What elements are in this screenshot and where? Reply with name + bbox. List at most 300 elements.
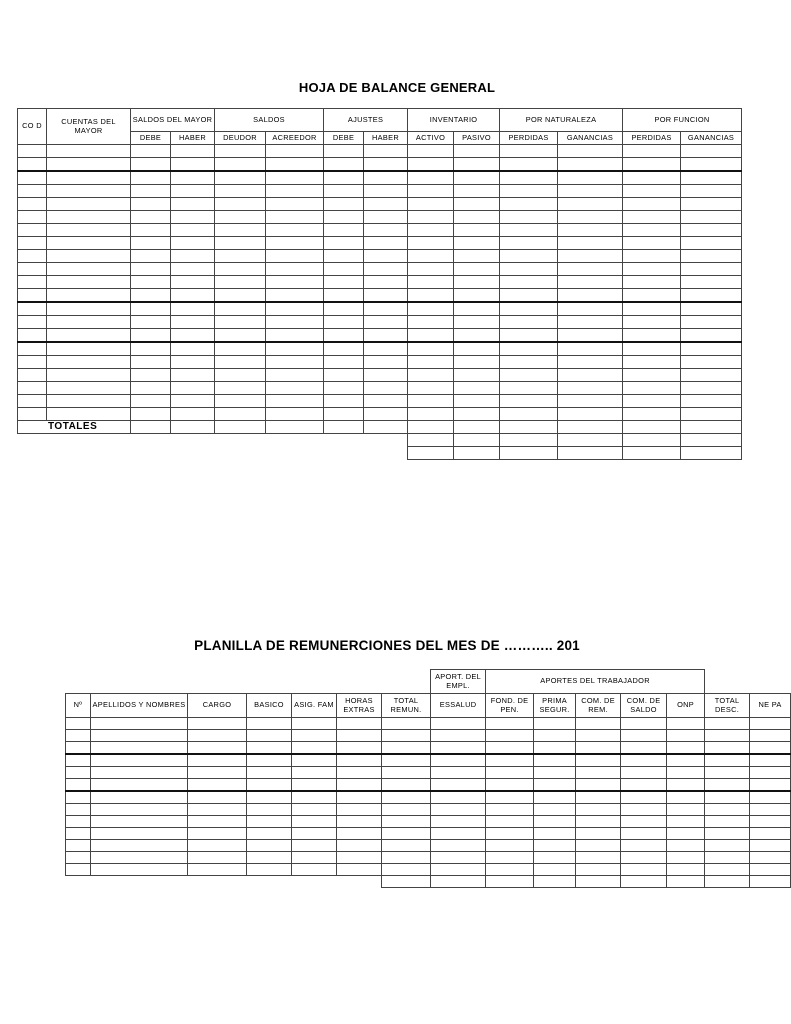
table-cell [500, 342, 558, 356]
table-cell [215, 382, 266, 395]
table-cell [576, 840, 621, 852]
table-cell [558, 263, 623, 276]
result-cell [500, 434, 558, 447]
table-cell [292, 852, 337, 864]
table-cell [408, 263, 454, 276]
table-cell [337, 718, 382, 730]
col-neto-pagar: NE PA [750, 694, 791, 718]
table-cell [91, 779, 188, 792]
table-cell [623, 382, 681, 395]
table-cell [486, 828, 534, 840]
table-cell [47, 342, 131, 356]
table-cell [534, 840, 576, 852]
header-por-naturaleza: POR NATURALEZA [500, 109, 623, 132]
table-cell [500, 289, 558, 303]
table-cell [408, 211, 454, 224]
subheader-debe: DEBE [131, 132, 171, 145]
table-row [66, 864, 791, 876]
header-aport-del-empl: APORT. DEL EMPL. [431, 670, 486, 694]
total-cell [382, 876, 431, 888]
table-cell [681, 171, 742, 185]
table-cell [681, 145, 742, 158]
table-cell [408, 395, 454, 408]
table-cell [408, 316, 454, 329]
header-cod: CO D [18, 109, 47, 145]
table-cell [337, 816, 382, 828]
table-cell [292, 840, 337, 852]
table-cell [431, 730, 486, 742]
table-cell [91, 816, 188, 828]
table-cell [18, 263, 47, 276]
table-cell [18, 211, 47, 224]
table-cell [534, 779, 576, 792]
table-cell [534, 742, 576, 755]
col-cargo: CARGO [188, 694, 247, 718]
table-cell [18, 237, 47, 250]
total-cell [667, 876, 705, 888]
table-cell [18, 382, 47, 395]
table-cell [337, 742, 382, 755]
table-cell [324, 263, 364, 276]
table-cell [292, 816, 337, 828]
table-cell [364, 408, 408, 421]
table-cell [215, 395, 266, 408]
table-cell [500, 316, 558, 329]
table-cell [364, 158, 408, 172]
table-cell [188, 828, 247, 840]
table-cell [623, 276, 681, 289]
table-cell [247, 816, 292, 828]
table-cell [558, 289, 623, 303]
table-row [66, 767, 791, 779]
table-cell [47, 276, 131, 289]
table-cell [66, 791, 91, 804]
table-cell [131, 250, 171, 263]
table-cell [750, 742, 791, 755]
table-cell [215, 250, 266, 263]
spacer [18, 447, 408, 460]
total-cell [681, 421, 742, 434]
table-cell [47, 356, 131, 369]
table-cell [623, 342, 681, 356]
header-spacer [705, 670, 791, 694]
table-cell [705, 754, 750, 767]
table-cell [292, 718, 337, 730]
header-inventario: INVENTARIO [408, 109, 500, 132]
table-cell [131, 198, 171, 211]
table-cell [18, 185, 47, 198]
table-cell [408, 237, 454, 250]
table-cell [431, 779, 486, 792]
col-asig-fam: ASIG. FAM [292, 694, 337, 718]
table-row [18, 237, 742, 250]
table-cell [47, 302, 131, 316]
table-cell [324, 224, 364, 237]
table-cell [705, 852, 750, 864]
table-cell [131, 185, 171, 198]
table-cell [215, 356, 266, 369]
table-cell [621, 718, 667, 730]
table-cell [576, 816, 621, 828]
table-cell [534, 864, 576, 876]
table-cell [324, 250, 364, 263]
table-cell [558, 158, 623, 172]
table-cell [621, 767, 667, 779]
header-cuentas-del-mayor: CUENTAS DEL MAYOR [47, 109, 131, 145]
table-cell [47, 185, 131, 198]
table-cell [91, 828, 188, 840]
table-cell [324, 145, 364, 158]
table-cell [266, 369, 324, 382]
table-cell [324, 316, 364, 329]
table-cell [337, 840, 382, 852]
table-cell [188, 864, 247, 876]
table-cell [337, 828, 382, 840]
table-cell [66, 779, 91, 792]
total-cell [500, 421, 558, 434]
table-cell [18, 369, 47, 382]
table-cell [18, 356, 47, 369]
table-cell [558, 237, 623, 250]
table-cell [454, 211, 500, 224]
table-cell [681, 250, 742, 263]
table-cell [266, 185, 324, 198]
table-cell [266, 224, 324, 237]
table-cell [215, 369, 266, 382]
table-cell [705, 779, 750, 792]
table-cell [66, 804, 91, 816]
table-cell [247, 852, 292, 864]
table-cell [171, 224, 215, 237]
table-cell [382, 791, 431, 804]
table-cell [266, 211, 324, 224]
table-cell [382, 754, 431, 767]
table-row [66, 816, 791, 828]
table-row [18, 263, 742, 276]
table-cell [621, 779, 667, 792]
table-cell [364, 263, 408, 276]
table-cell [454, 145, 500, 158]
table-row [18, 171, 742, 185]
col-com-de-rem: COM. DE REM. [576, 694, 621, 718]
table-cell [558, 224, 623, 237]
table-cell [750, 864, 791, 876]
table-cell [188, 852, 247, 864]
subheader-acreedor: ACREEDOR [266, 132, 324, 145]
table-cell [454, 316, 500, 329]
payroll-title: PLANILLA DE REMUNERCIONES DEL MES DE ……….. 201 [194, 638, 580, 653]
table-cell [215, 408, 266, 421]
table-cell [215, 289, 266, 303]
table-cell [171, 145, 215, 158]
table-cell [292, 804, 337, 816]
table-cell [364, 289, 408, 303]
result-cell [500, 447, 558, 460]
table-cell [91, 718, 188, 730]
table-cell [500, 211, 558, 224]
table-cell [705, 828, 750, 840]
table-cell [47, 263, 131, 276]
table-row [18, 356, 742, 369]
table-row [18, 395, 742, 408]
table-cell [188, 742, 247, 755]
table-cell [382, 730, 431, 742]
table-cell [500, 302, 558, 316]
table-cell [623, 263, 681, 276]
table-cell [18, 276, 47, 289]
table-cell [500, 329, 558, 343]
table-cell [621, 730, 667, 742]
total-cell [558, 421, 623, 434]
table-cell [681, 185, 742, 198]
table-cell [576, 804, 621, 816]
table-cell [750, 779, 791, 792]
table-cell [66, 828, 91, 840]
table-cell [171, 408, 215, 421]
table-cell [266, 342, 324, 356]
table-row [18, 329, 742, 343]
table-cell [364, 198, 408, 211]
table-cell [621, 828, 667, 840]
table-cell [500, 237, 558, 250]
table-cell [382, 804, 431, 816]
table-cell [705, 742, 750, 755]
table-cell [705, 730, 750, 742]
table-cell [382, 864, 431, 876]
col-fond-de-pen: FOND. DE PEN. [486, 694, 534, 718]
result-cell [408, 447, 454, 460]
table-cell [576, 730, 621, 742]
table-cell [621, 864, 667, 876]
table-cell [292, 828, 337, 840]
table-cell [47, 369, 131, 382]
table-cell [681, 211, 742, 224]
table-cell [486, 852, 534, 864]
table-cell [131, 382, 171, 395]
table-cell [576, 791, 621, 804]
result-cell [454, 447, 500, 460]
table-cell [292, 767, 337, 779]
table-cell [681, 263, 742, 276]
table-cell [500, 198, 558, 211]
table-cell [131, 276, 171, 289]
table-cell [266, 408, 324, 421]
table-cell [431, 742, 486, 755]
table-cell [623, 356, 681, 369]
table-cell [18, 395, 47, 408]
header-saldos-del-mayor: SALDOS DEL MAYOR [131, 109, 215, 132]
table-row [18, 185, 742, 198]
table-cell [750, 754, 791, 767]
table-cell [486, 742, 534, 755]
table-cell [534, 754, 576, 767]
table-cell [47, 224, 131, 237]
table-cell [681, 408, 742, 421]
table-cell [171, 171, 215, 185]
table-cell [131, 224, 171, 237]
table-row [18, 276, 742, 289]
table-row [18, 408, 742, 421]
table-cell [324, 171, 364, 185]
table-cell [18, 158, 47, 172]
table-cell [247, 767, 292, 779]
table-cell [47, 289, 131, 303]
table-cell [292, 742, 337, 755]
col-numero: Nº [66, 694, 91, 718]
table-cell [91, 864, 188, 876]
table-cell [431, 864, 486, 876]
table-cell [247, 779, 292, 792]
table-cell [324, 395, 364, 408]
table-cell [500, 369, 558, 382]
table-cell [324, 185, 364, 198]
table-cell [408, 224, 454, 237]
table-cell [681, 289, 742, 303]
table-cell [623, 145, 681, 158]
table-cell [171, 158, 215, 172]
table-cell [667, 828, 705, 840]
table-cell [247, 864, 292, 876]
result-cell [623, 447, 681, 460]
table-cell [558, 185, 623, 198]
subheader-ganancias: GANANCIAS [681, 132, 742, 145]
table-cell [18, 198, 47, 211]
col-basico: BASICO [247, 694, 292, 718]
table-cell [171, 369, 215, 382]
table-cell [171, 198, 215, 211]
table-cell [621, 754, 667, 767]
table-cell [486, 804, 534, 816]
total-cell [215, 421, 266, 434]
table-cell [558, 171, 623, 185]
table-cell [188, 840, 247, 852]
table-cell [171, 382, 215, 395]
total-cell [266, 421, 324, 434]
table-cell [750, 718, 791, 730]
header-por-funcion: POR FUNCION [623, 109, 742, 132]
table-cell [500, 408, 558, 421]
totals-label: TOTALES [18, 421, 131, 434]
table-cell [408, 356, 454, 369]
table-cell [382, 840, 431, 852]
total-cell [454, 421, 500, 434]
table-cell [621, 742, 667, 755]
table-cell [247, 804, 292, 816]
subheader-perdidas: PERDIDAS [500, 132, 558, 145]
result-cell [681, 434, 742, 447]
table-cell [324, 369, 364, 382]
table-cell [681, 158, 742, 172]
table-cell [500, 145, 558, 158]
table-cell [667, 852, 705, 864]
table-cell [534, 730, 576, 742]
table-cell [382, 779, 431, 792]
table-cell [131, 342, 171, 356]
table-cell [486, 730, 534, 742]
table-cell [681, 382, 742, 395]
table-cell [247, 718, 292, 730]
table-cell [623, 158, 681, 172]
header-aportes-del-trabajador: APORTES DEL TRABAJADOR [486, 670, 705, 694]
table-cell [408, 250, 454, 263]
table-cell [91, 754, 188, 767]
table-cell [292, 730, 337, 742]
table-cell [66, 742, 91, 755]
table-cell [131, 369, 171, 382]
result-cell [681, 447, 742, 460]
table-cell [364, 342, 408, 356]
table-cell [486, 754, 534, 767]
table-cell [705, 767, 750, 779]
table-cell [681, 302, 742, 316]
table-cell [621, 852, 667, 864]
table-cell [623, 395, 681, 408]
table-cell [486, 816, 534, 828]
table-cell [486, 840, 534, 852]
table-cell [18, 329, 47, 343]
table-cell [215, 158, 266, 172]
table-cell [171, 276, 215, 289]
table-cell [576, 852, 621, 864]
table-cell [667, 804, 705, 816]
table-cell [431, 816, 486, 828]
subheader-ganancias: GANANCIAS [558, 132, 623, 145]
table-cell [558, 382, 623, 395]
table-cell [91, 742, 188, 755]
table-cell [576, 754, 621, 767]
table-cell [266, 250, 324, 263]
table-cell [364, 276, 408, 289]
total-cell [576, 876, 621, 888]
table-cell [623, 329, 681, 343]
table-cell [324, 302, 364, 316]
table-cell [337, 852, 382, 864]
table-cell [558, 329, 623, 343]
total-cell [534, 876, 576, 888]
table-cell [667, 779, 705, 792]
table-cell [171, 356, 215, 369]
table-cell [91, 840, 188, 852]
table-cell [500, 224, 558, 237]
table-cell [454, 250, 500, 263]
table-cell [454, 356, 500, 369]
table-cell [91, 791, 188, 804]
table-cell [292, 791, 337, 804]
table-cell [705, 816, 750, 828]
header-spacer [66, 670, 431, 694]
table-cell [337, 767, 382, 779]
table-cell [18, 302, 47, 316]
header-ajustes: AJUSTES [324, 109, 408, 132]
table-cell [454, 329, 500, 343]
table-cell [47, 198, 131, 211]
table-cell [500, 395, 558, 408]
result-cell [558, 434, 623, 447]
table-cell [292, 864, 337, 876]
table-cell [558, 395, 623, 408]
table-cell [486, 791, 534, 804]
table-row [66, 804, 791, 816]
table-cell [558, 198, 623, 211]
col-apellidos-y-nombres: APELLIDOS Y NOMBRES [91, 694, 188, 718]
table-cell [454, 185, 500, 198]
table-cell [454, 224, 500, 237]
table-cell [486, 864, 534, 876]
table-cell [576, 828, 621, 840]
table-cell [408, 369, 454, 382]
table-cell [431, 767, 486, 779]
total-cell [621, 876, 667, 888]
